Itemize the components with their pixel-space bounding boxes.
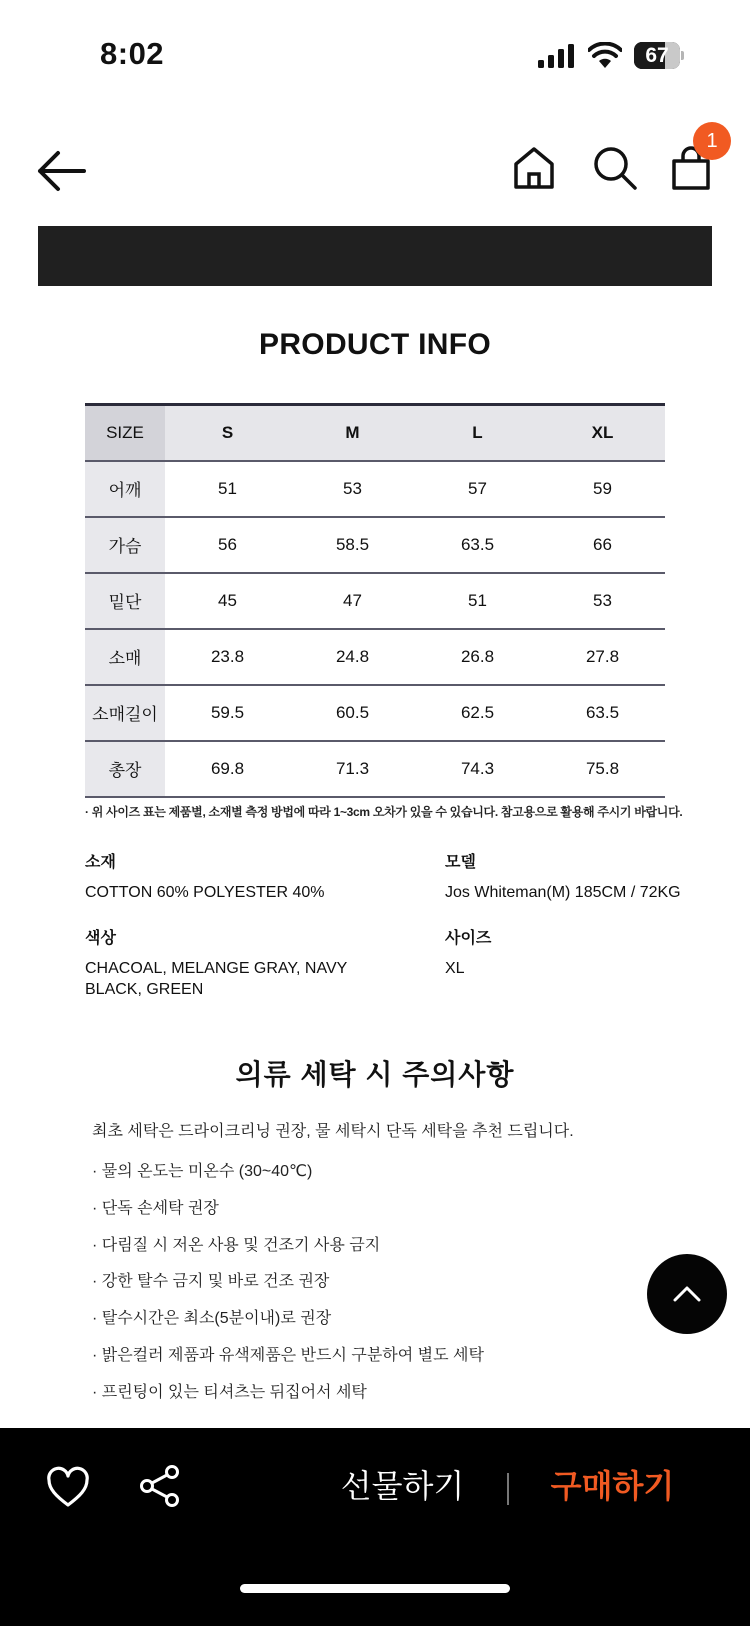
bottom-action-bar xyxy=(0,1428,750,1626)
status-bar xyxy=(0,0,750,110)
product-info-title: PRODUCT INFO xyxy=(259,328,491,361)
table-cell: 58.5 xyxy=(290,517,415,573)
battery-icon xyxy=(634,42,684,69)
color-value-line2: BLACK, GREEN xyxy=(85,981,204,998)
material-info xyxy=(85,852,324,903)
table-cell: 63.5 xyxy=(415,517,540,573)
top-nav xyxy=(0,120,750,220)
table-cell: 45 xyxy=(165,573,290,629)
table-row xyxy=(85,685,665,741)
search-icon[interactable] xyxy=(591,144,639,192)
size-table-note: · 위 사이즈 표는 제품별, 소재별 측정 방법에 따라 1~3cm 오차가 있을 수 있습니다. 참고용으로 활용해 주시기 바랍니다. xyxy=(85,805,683,819)
table-cell: 26.8 xyxy=(415,629,540,685)
table-cell: 47 xyxy=(290,573,415,629)
model-value: Jos Whiteman(M) 185CM / 72KG xyxy=(445,884,681,901)
buy-button[interactable]: 구매하기 xyxy=(550,1468,675,1504)
wifi-icon xyxy=(588,42,622,68)
gift-button[interactable]: 선물하기 xyxy=(340,1468,465,1504)
size-table-header xyxy=(85,405,665,461)
row-label: 소매 xyxy=(85,629,165,685)
home-icon[interactable] xyxy=(510,144,558,192)
model-info xyxy=(445,852,681,903)
care-item: · 탈수시간은 최소(5분이내)로 권장 xyxy=(92,1310,332,1328)
size-l-header: L xyxy=(415,405,540,461)
product-image-strip xyxy=(38,226,712,286)
care-item: · 밝은컬러 제품과 유색제품은 반드시 구분하여 별도 세탁 xyxy=(92,1346,484,1364)
model-label: 모델 xyxy=(445,854,476,871)
table-cell: 57 xyxy=(415,461,540,517)
size-s-header: S xyxy=(165,405,290,461)
row-label: 가슴 xyxy=(85,517,165,573)
care-item: · 단독 손세탁 권장 xyxy=(92,1199,219,1217)
battery-body xyxy=(634,42,680,69)
row-label: 어깨 xyxy=(85,461,165,517)
color-info xyxy=(85,928,347,1000)
size-table xyxy=(85,403,665,798)
table-cell: 24.8 xyxy=(290,629,415,685)
home-indicator xyxy=(240,1584,510,1593)
status-time: 8:02 xyxy=(100,36,165,71)
table-row xyxy=(85,517,665,573)
size-info xyxy=(445,928,491,979)
table-cell: 51 xyxy=(415,573,540,629)
table-cell: 53 xyxy=(540,573,665,629)
row-label: 밑단 xyxy=(85,573,165,629)
heart-icon[interactable] xyxy=(46,1466,90,1510)
size-label: 사이즈 xyxy=(445,930,492,947)
table-cell: 23.8 xyxy=(165,629,290,685)
chevron-up-icon xyxy=(669,1276,705,1312)
cellular-signal-icon xyxy=(538,44,576,68)
table-cell: 66 xyxy=(540,517,665,573)
table-cell: 59 xyxy=(540,461,665,517)
cart-count-badge: 1 xyxy=(693,122,731,160)
row-label: 총장 xyxy=(85,741,165,797)
material-label: 소재 xyxy=(85,854,116,871)
material-value: COTTON 60% POLYESTER 40% xyxy=(85,884,325,901)
table-row xyxy=(85,741,665,797)
table-cell: 27.8 xyxy=(540,629,665,685)
table-cell: 63.5 xyxy=(540,685,665,741)
table-cell: 53 xyxy=(290,461,415,517)
table-cell: 62.5 xyxy=(415,685,540,741)
care-item: · 강한 탈수 금지 및 바로 건조 권장 xyxy=(92,1273,330,1291)
row-label: 소매길이 xyxy=(85,685,165,741)
table-cell: 74.3 xyxy=(415,741,540,797)
color-label: 색상 xyxy=(85,930,116,947)
table-row xyxy=(85,461,665,517)
table-row xyxy=(85,629,665,685)
care-list xyxy=(92,1158,484,1416)
care-item: · 프린팅이 있는 티셔츠는 뒤집어서 세탁 xyxy=(92,1383,367,1401)
table-cell: 69.8 xyxy=(165,741,290,797)
size-column-header: SIZE xyxy=(85,405,165,461)
divider xyxy=(507,1473,509,1505)
care-title: 의류 세탁 시 주의사항 xyxy=(235,1059,515,1090)
color-value-line1: CHACOAL, MELANGE GRAY, NAVY xyxy=(85,960,348,977)
battery-nub xyxy=(681,51,684,60)
care-item: · 다림질 시 저온 사용 및 건조기 사용 금지 xyxy=(92,1236,381,1254)
table-cell: 60.5 xyxy=(290,685,415,741)
table-cell: 51 xyxy=(165,461,290,517)
care-intro: 최초 세탁은 드라이크리닝 권장, 물 세탁시 단독 세탁을 추천 드립니다. xyxy=(92,1123,574,1140)
size-m-header: M xyxy=(290,405,415,461)
table-cell: 71.3 xyxy=(290,741,415,797)
size-xl-header: XL xyxy=(540,405,665,461)
table-cell: 56 xyxy=(165,517,290,573)
table-cell: 59.5 xyxy=(165,685,290,741)
battery-percent: 67 xyxy=(645,44,669,67)
scroll-to-top-button[interactable] xyxy=(647,1254,727,1334)
table-cell: 75.8 xyxy=(540,741,665,797)
table-row xyxy=(85,573,665,629)
share-icon[interactable] xyxy=(138,1464,182,1508)
back-arrow-icon[interactable] xyxy=(36,148,86,194)
size-value: XL xyxy=(445,960,465,977)
care-item: · 물의 온도는 미온수 (30~40℃) xyxy=(92,1163,313,1180)
